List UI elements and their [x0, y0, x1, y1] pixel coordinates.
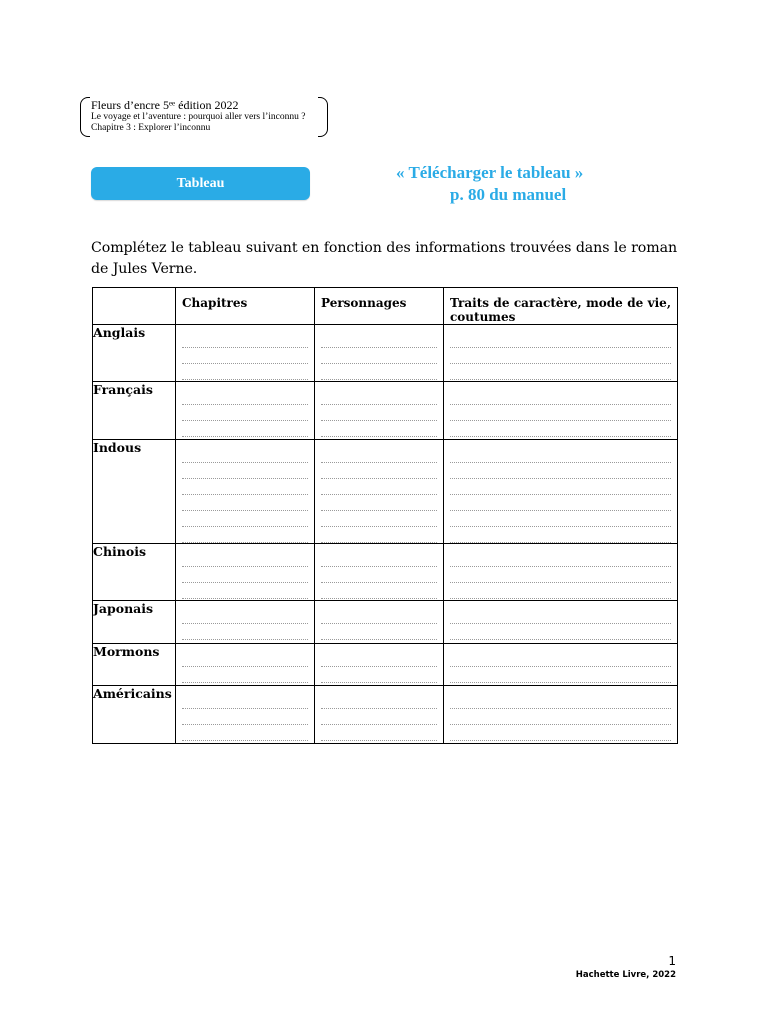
dotted-line: [450, 405, 671, 421]
dotted-answer-lines: [444, 644, 677, 683]
answer-cell-personnages[interactable]: [315, 686, 444, 744]
answer-cell-chapitres[interactable]: [176, 644, 315, 686]
row-label: Français: [93, 382, 176, 440]
header-textbook-title: Fleurs d’encre 5ᵉᵉ édition 2022: [91, 98, 239, 112]
dotted-answer-lines: [176, 325, 314, 380]
answer-cell-traits[interactable]: [444, 325, 678, 382]
dotted-line: [182, 364, 308, 380]
dotted-line: [450, 348, 671, 364]
dotted-answer-lines: [315, 544, 443, 599]
answer-cell-chapitres[interactable]: [176, 601, 315, 644]
dotted-line: [182, 405, 308, 421]
answer-cell-traits[interactable]: [444, 601, 678, 644]
row-label: Japonais: [93, 601, 176, 644]
answer-cell-traits[interactable]: [444, 686, 678, 744]
dotted-line: [450, 667, 671, 683]
dotted-line: [450, 421, 671, 437]
table-row: [93, 601, 678, 644]
dotted-line: [182, 511, 308, 527]
row-label: Chinois: [93, 544, 176, 601]
answer-cell-chapitres[interactable]: [176, 382, 315, 440]
dotted-answer-lines: [176, 440, 314, 543]
dotted-line: [182, 389, 308, 405]
dotted-answer-lines: [315, 440, 443, 543]
dotted-answer-lines: [444, 325, 677, 380]
manual-page-reference: p. 80 du manuel: [450, 185, 567, 204]
dotted-line: [321, 447, 437, 463]
dotted-line: [450, 608, 671, 624]
dotted-line: [321, 332, 437, 348]
dotted-answer-lines: [444, 601, 677, 640]
dotted-line: [321, 551, 437, 567]
answer-cell-chapitres[interactable]: [176, 544, 315, 601]
answer-cell-traits[interactable]: [444, 440, 678, 544]
row-label: Mormons: [93, 644, 176, 686]
dotted-line: [182, 348, 308, 364]
dotted-line: [182, 527, 308, 543]
table-row: [93, 382, 678, 440]
dotted-line: [321, 364, 437, 380]
dotted-line: [450, 479, 671, 495]
dotted-line: [321, 511, 437, 527]
dotted-line: [321, 608, 437, 624]
dotted-line: [182, 667, 308, 683]
dotted-line: [321, 709, 437, 725]
table-row: [93, 440, 678, 544]
dotted-line: [182, 624, 308, 640]
dotted-line: [450, 527, 671, 543]
answer-cell-personnages[interactable]: [315, 382, 444, 440]
dotted-line: [450, 624, 671, 640]
table-row: [93, 325, 678, 382]
answer-cell-traits[interactable]: [444, 644, 678, 686]
header-cell-traits: Traits de caractère, mode de vie, coutumes: [444, 288, 678, 325]
dotted-line: [182, 479, 308, 495]
dotted-line: [321, 348, 437, 364]
answer-cell-personnages[interactable]: [315, 544, 444, 601]
dotted-line: [450, 495, 671, 511]
dotted-line: [321, 527, 437, 543]
dotted-answer-lines: [315, 601, 443, 640]
dotted-answer-lines: [176, 544, 314, 599]
dotted-line: [182, 421, 308, 437]
dotted-line: [450, 447, 671, 463]
dotted-line: [182, 583, 308, 599]
dotted-line: [182, 447, 308, 463]
dotted-line: [182, 651, 308, 667]
header-bracket-left: [80, 97, 90, 137]
dotted-line: [321, 567, 437, 583]
answer-cell-personnages[interactable]: [315, 440, 444, 544]
dotted-line: [321, 495, 437, 511]
page-number: 1: [668, 954, 676, 968]
dotted-answer-lines: [444, 382, 677, 437]
dotted-line: [182, 463, 308, 479]
dotted-answer-lines: [176, 686, 314, 741]
dotted-line: [321, 405, 437, 421]
dotted-line: [321, 624, 437, 640]
answer-cell-personnages[interactable]: [315, 644, 444, 686]
tableau-tab-label: Tableau: [176, 175, 225, 191]
dotted-answer-lines: [444, 686, 677, 741]
dotted-line: [321, 667, 437, 683]
dotted-answer-lines: [315, 382, 443, 437]
dotted-answer-lines: [315, 644, 443, 683]
dotted-line: [321, 479, 437, 495]
dotted-line: [450, 693, 671, 709]
table-header-row: [93, 288, 678, 325]
header-cell-personnages: Personnages: [315, 288, 444, 325]
dotted-line: [321, 651, 437, 667]
header-bracket-right: [318, 97, 328, 137]
dotted-line: [321, 389, 437, 405]
dotted-line: [182, 725, 308, 741]
dotted-line: [450, 551, 671, 567]
dotted-line: [182, 567, 308, 583]
dotted-answer-lines: [176, 601, 314, 640]
download-link-text[interactable]: « Télécharger le tableau »: [396, 163, 584, 182]
table-row: [93, 644, 678, 686]
dotted-line: [450, 332, 671, 348]
table-row: [93, 544, 678, 601]
dotted-answer-lines: [444, 544, 677, 599]
dotted-line: [182, 693, 308, 709]
dotted-line: [182, 551, 308, 567]
tableau-tab: [91, 167, 310, 200]
dotted-answer-lines: [315, 686, 443, 741]
dotted-answer-lines: [315, 325, 443, 380]
answer-cell-chapitres[interactable]: [176, 440, 315, 544]
header-cell-empty: [93, 288, 176, 325]
dotted-line: [450, 511, 671, 527]
dotted-line: [450, 567, 671, 583]
header-sequence-title: Le voyage et l’aventure : pourquoi aller vers l’inconnu ?: [91, 112, 306, 122]
dotted-answer-lines: [176, 382, 314, 437]
answer-cell-personnages[interactable]: [315, 601, 444, 644]
dotted-line: [182, 332, 308, 348]
dotted-line: [321, 725, 437, 741]
dotted-line: [321, 583, 437, 599]
dotted-line: [321, 693, 437, 709]
dotted-line: [450, 651, 671, 667]
dotted-answer-lines: [444, 440, 677, 543]
dotted-line: [321, 463, 437, 479]
row-label: Américains: [93, 686, 176, 744]
table-row: [93, 686, 678, 744]
answer-cell-chapitres[interactable]: [176, 686, 315, 744]
header-box: [80, 97, 328, 137]
row-label: Anglais: [93, 325, 176, 382]
instruction-text: Complétez le tableau suivant en fonction des informations trouvées dans le roman de Jules Verne.: [91, 240, 677, 277]
answer-cell-personnages[interactable]: [315, 325, 444, 382]
download-table-link[interactable]: [396, 162, 606, 206]
dotted-line: [450, 364, 671, 380]
dotted-line: [182, 709, 308, 725]
dotted-line: [450, 389, 671, 405]
dotted-line: [450, 725, 671, 741]
header-chapter-title: Chapitre 3 : Explorer l’inconnu: [91, 123, 211, 133]
dotted-line: [450, 583, 671, 599]
worksheet-table: [92, 287, 678, 744]
dotted-line: [321, 421, 437, 437]
header-cell-chapitres: Chapitres: [176, 288, 315, 325]
dotted-line: [182, 495, 308, 511]
row-label: Indous: [93, 440, 176, 544]
answer-cell-traits[interactable]: [444, 544, 678, 601]
dotted-line: [450, 709, 671, 725]
publisher-credit: Hachette Livre, 2022: [575, 970, 676, 980]
answer-cell-chapitres[interactable]: [176, 325, 315, 382]
dotted-line: [450, 463, 671, 479]
dotted-line: [182, 608, 308, 624]
dotted-answer-lines: [176, 644, 314, 683]
answer-cell-traits[interactable]: [444, 382, 678, 440]
